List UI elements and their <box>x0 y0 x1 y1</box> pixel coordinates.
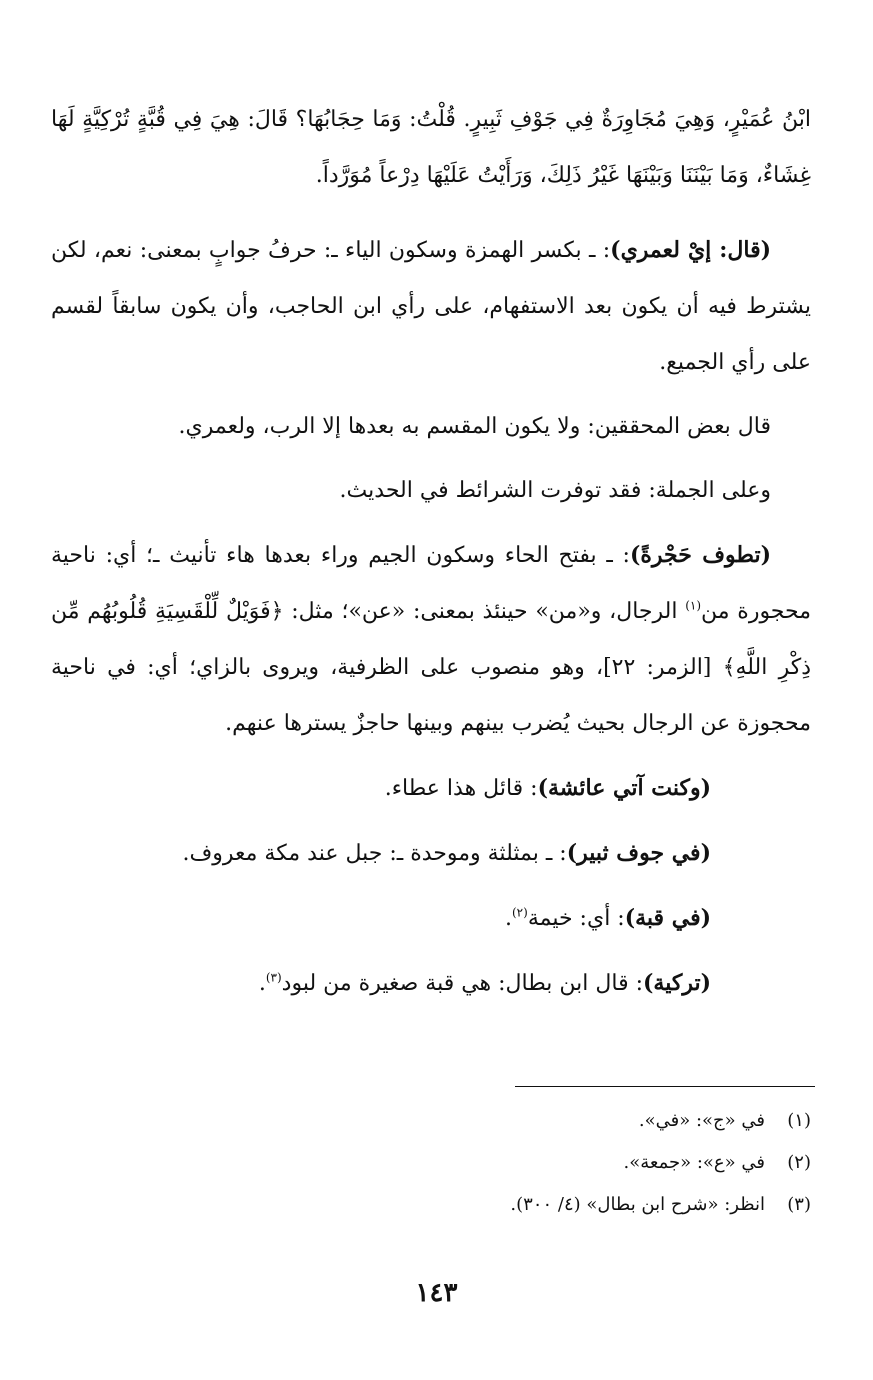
term: (وكنت آتي عائشة) <box>537 775 711 801</box>
term: (قال: إيْ لعمري) <box>610 237 772 263</box>
term: (في جوف ثبير) <box>566 840 711 866</box>
commentary-turkiyya <box>51 955 811 1012</box>
explanation: : ـ بفتح الحاء وسكون الجيم وراء بعدها هاء تأنيث ـ؛ أي: ناحية محجورة من <box>51 543 811 624</box>
explanation: : قال ابن بطال: هي قبة صغيرة من لبود <box>281 971 643 996</box>
footnote-text: في «ع»: «جمعة». <box>623 1152 765 1173</box>
explanation: : ـ بمثلثة وموحدة ـ: جبل عند مكة معروف. <box>182 841 567 866</box>
footnote-number: (١) <box>787 1110 811 1131</box>
explanation: : ـ بكسر الهمزة وسكون الياء ـ: حرفُ جوابٍ بمعنى: نعم، لكن يشترط فيه أن يكون بعد الاستفهام، على رأي ابن الحاجب، وأن يكون سابقاً لقسم على رأي الجميع. <box>51 238 811 375</box>
footnote-text: في «ج»: «في». <box>638 1110 765 1131</box>
footnote-2 <box>51 1142 811 1184</box>
explanation: : أي: خيمة <box>527 906 625 931</box>
commentary-aisha <box>51 760 811 817</box>
footnote-1 <box>51 1100 811 1142</box>
footnote-divider <box>515 1086 815 1087</box>
commentary-ay-laamri <box>51 222 811 391</box>
main-text <box>51 92 811 1020</box>
hadith-paragraph: ابْنُ عُمَيْرٍ، وَهِيَ مُجَاوِرَةٌ فِي جَوْفِ ثَبِيرٍ. قُلْتُ: وَمَا حِجَابُهَا؟ قَالَ: هِيَ فِي قُبَّةٍ تُرْكِيَّةٍ لَهَا غِشَاءٌ، وَمَا بَيْنَنَا وَبَيْنَهَا غَيْرُ ذَلِكَ، وَرَأَيْتُ عَلَيْهَا دِرْعاً مُوَرَّداً. <box>51 107 811 188</box>
commentary-qubba <box>51 890 811 947</box>
footnote-text: انظر: «شرح ابن بطال» (٤/ ٣٠٠). <box>510 1194 765 1215</box>
term: (تركية) <box>643 970 711 996</box>
footnote-3 <box>51 1184 811 1226</box>
explanation-cont: . <box>258 971 266 996</box>
commentary-muhaqqiqin: قال بعض المحققين: ولا يكون المقسم به بعدها إلا الرب، ولعمري. <box>178 414 771 439</box>
page-number: ١٤٣ <box>415 1278 458 1308</box>
commentary-thabir <box>51 825 811 882</box>
footnote-ref-1[interactable]: (١) <box>685 598 702 613</box>
term: (في قبة) <box>624 905 711 931</box>
commentary-jumla: وعلى الجملة: فقد توفرت الشرائط في الحديث. <box>339 478 771 503</box>
footnote-ref-2[interactable]: (٢) <box>511 905 528 920</box>
explanation: : قائل هذا عطاء. <box>384 776 538 801</box>
footnotes <box>51 1100 811 1226</box>
footnote-ref-3[interactable]: (٣) <box>265 970 282 985</box>
footnote-number: (٢) <box>787 1152 811 1173</box>
commentary-hajra <box>51 527 811 752</box>
explanation-cont: الرجال، و«من» حينئذ بمعنى: «عن»؛ مثل: ﴿فَوَيْلٌ لِّلْقَسِيَةِ قُلُوبُهُم مِّن ذِكْرِ اللَّهِ﴾ [الزمر: ٢٢]، وهو منصوب على الظرفية، ويروى بالزاي؛ أي: في ناحية محجوزة عن الرجال بحيث يُضرب بينهم وبينها حاجزٌ يسترها عنهم. <box>51 599 811 736</box>
explanation-cont: . <box>504 906 512 931</box>
term: (تطوف حَجْرةً) <box>629 542 771 568</box>
footnote-number: (٣) <box>787 1194 811 1215</box>
